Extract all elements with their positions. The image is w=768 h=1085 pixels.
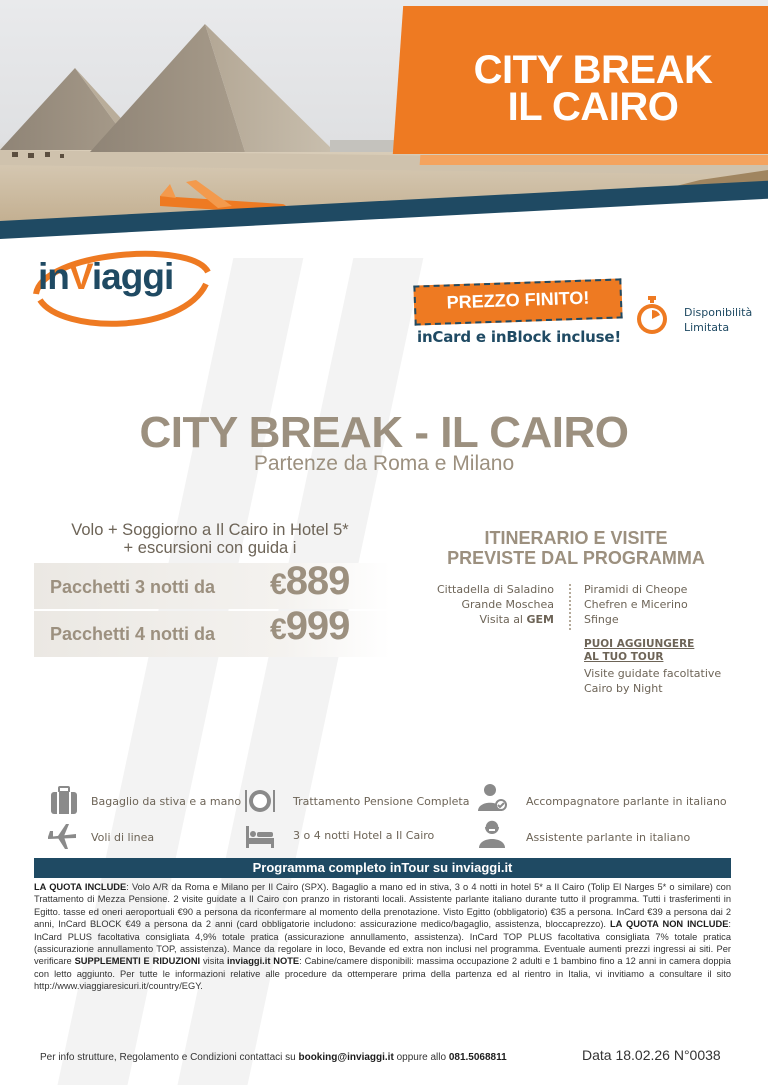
logo-suffix: iaggi bbox=[91, 256, 174, 297]
service-hotel: 3 o 4 notti Hotel a Il Cairo bbox=[293, 829, 435, 842]
itinerary-title-line1: ITINERARIO E VISITE bbox=[484, 528, 668, 548]
footer-info: Per info strutture, Regolamento e Condizioni contattaci su bbox=[40, 1052, 299, 1063]
add-to-tour-list bbox=[584, 666, 721, 696]
disponibilita-line2: Limitata bbox=[684, 321, 730, 334]
itinerary-item: Sfinge bbox=[584, 613, 619, 626]
plate-icon bbox=[244, 785, 276, 817]
visita-text: visita bbox=[200, 956, 228, 967]
site-link[interactable]: inviaggi.it bbox=[227, 956, 271, 967]
footer-email[interactable]: booking@inviaggi.it bbox=[298, 1052, 394, 1063]
hero-title-line1: CITY BREAK bbox=[473, 48, 713, 92]
package-description bbox=[40, 521, 380, 557]
footer-date: Data 18.02.26 N°0038 bbox=[582, 1047, 721, 1063]
service-luggage: Bagaglio da stiva e a mano bbox=[91, 795, 242, 808]
fine-print-paragraph bbox=[34, 881, 731, 993]
hero-title bbox=[448, 48, 738, 129]
itinerary-left-list bbox=[420, 582, 554, 627]
service-assistant: Assistente parlante in italiano bbox=[526, 831, 691, 844]
itinerary-title bbox=[420, 528, 732, 568]
service-flights: Voli di linea bbox=[91, 831, 155, 844]
itinerary-item: Piramidi di Cheope bbox=[584, 583, 688, 596]
bed-icon bbox=[244, 820, 276, 852]
itinerary-item: Grande Moschea bbox=[461, 598, 554, 611]
package-label-4-nights: Pacchetti 4 notti da bbox=[50, 624, 216, 644]
include-title: LA QUOTA INCLUDE bbox=[34, 882, 127, 892]
logo-v: V bbox=[68, 256, 92, 297]
itinerary-right-list bbox=[584, 582, 688, 627]
service-companion: Accompagnatore parlante in italiano bbox=[526, 795, 727, 808]
service-board: Trattamento Pensione Completa bbox=[293, 795, 470, 808]
plane-icon bbox=[46, 820, 78, 852]
add-to-tour-item: Visite guidate facoltative bbox=[584, 667, 722, 680]
itinerary-item-bold: GEM bbox=[526, 613, 554, 626]
package-description-line2: + escursioni con guida i bbox=[123, 539, 297, 557]
package-description-line1: Volo + Soggiorno a Il Cairo in Hotel 5* bbox=[71, 521, 349, 539]
package-price-value: 889 bbox=[285, 559, 350, 603]
assistant-icon bbox=[476, 817, 508, 849]
add-to-tour-title bbox=[584, 638, 694, 664]
main-title: CITY BREAK - IL CAIRO bbox=[139, 408, 629, 457]
itinerary-separator bbox=[569, 584, 571, 630]
package-price-3-nights bbox=[270, 559, 349, 604]
luggage-icon bbox=[48, 785, 80, 817]
hero-title-line2: IL CAIRO bbox=[507, 85, 679, 129]
add-to-tour-title-line2: AL TUO TOUR bbox=[584, 651, 664, 663]
supplementi-label: SUPPLEMENTI E RIDUZIONI bbox=[74, 956, 201, 967]
footer-phone[interactable]: 081.5068811 bbox=[448, 1052, 507, 1063]
package-label-3-nights: Pacchetti 3 notti da bbox=[50, 577, 216, 597]
disponibilita-line1: Disponibilità bbox=[684, 306, 753, 319]
note-title: NOTE bbox=[270, 956, 300, 967]
add-to-tour-title-line1: PUOI AGGIUNGERE bbox=[584, 638, 695, 650]
add-to-tour-item: Cairo by Night bbox=[584, 682, 663, 695]
footer-contact bbox=[40, 1052, 507, 1063]
itinerary-item-text: Visita al bbox=[479, 613, 523, 626]
package-currency: € bbox=[270, 568, 286, 601]
itinerary-title-line2: PREVISTE DAL PROGRAMMA bbox=[447, 548, 705, 568]
itinerary-item: Chefren e Micerino bbox=[584, 598, 688, 611]
include-text: : Volo A/R da Roma e Milano per Il Cairo (SPX). Bagaglio a mano ed in stiva, 3 o 4 notti in hotel 5* a Il Cairo (Tolip El Narges 5* o similare) con Trattamento di Mezza Pensione. 2 visite guidate a Il Cairo con pranzo in ristoranti locali. Assistente parlante italiano durante tutto il programma. Tutti i trasferimenti in Egitto. tasse ed oneri aeroportuali €90 a persona da riconfermare al momento della prenotazione. Visto Egitto (obbligatorio) €35 a persona. InCard €39 a persona dai 2 anni, InCard BLOCK €49 a persona da 2 anni (card obbligatorie includono: assicurazione medico/bagaglio, assistenza, bloccaprezzo). bbox=[34, 882, 731, 930]
not-include-title: LA QUOTA NON INCLUDE bbox=[609, 919, 729, 930]
logo-prefix: in bbox=[38, 256, 69, 297]
note-text: : Cabine/camere disponibili: massima occupazione 2 adulti e 1 bambino fino a 12 anni in camera doppia con letto aggiunto. Per tutte le informazioni relative alle procedure da ottemperare prima della partenza ed al rientro in Italia, vi invitiamo a consultare il sito http://www.viaggiaresicuri.it/country/EGY. bbox=[34, 956, 731, 992]
main-subtitle: Partenze da Roma e Milano bbox=[253, 452, 515, 475]
incard-note: inCard e inBlock incluse! bbox=[417, 328, 621, 346]
companion-icon bbox=[476, 781, 508, 813]
disponibilita-text bbox=[684, 305, 752, 335]
stopwatch-icon bbox=[634, 296, 670, 336]
title-box-shadow bbox=[420, 155, 768, 165]
package-currency: € bbox=[270, 613, 286, 646]
program-banner[interactable]: Programma completo inTour su inviaggi.it bbox=[34, 858, 731, 878]
prezzo-finito-label: PREZZO FINITO! bbox=[446, 287, 590, 313]
fine-print bbox=[34, 881, 731, 993]
itinerary-item bbox=[420, 612, 554, 627]
not-include-text: : InCard PLUS facoltativa consigliata 4,9% totale pratica (assicurazione annullamento, assistenza). InCard TOP PLUS facoltativa consigliata 7% totale pratica (assicurazione annullamento TOP, assistenza). Mance da regolare in loco, Bevande ed extra non inclusi nel programma. Eventuale aumenti prezzi ingressi ai siti. Per verificare bbox=[34, 919, 732, 967]
itinerary-item: Cittadella di Saladino bbox=[437, 583, 554, 596]
footer-or: oppure allo bbox=[393, 1052, 449, 1063]
logo[interactable] bbox=[38, 256, 173, 298]
package-price-value: 999 bbox=[285, 604, 350, 648]
package-price-4-nights bbox=[270, 604, 349, 649]
